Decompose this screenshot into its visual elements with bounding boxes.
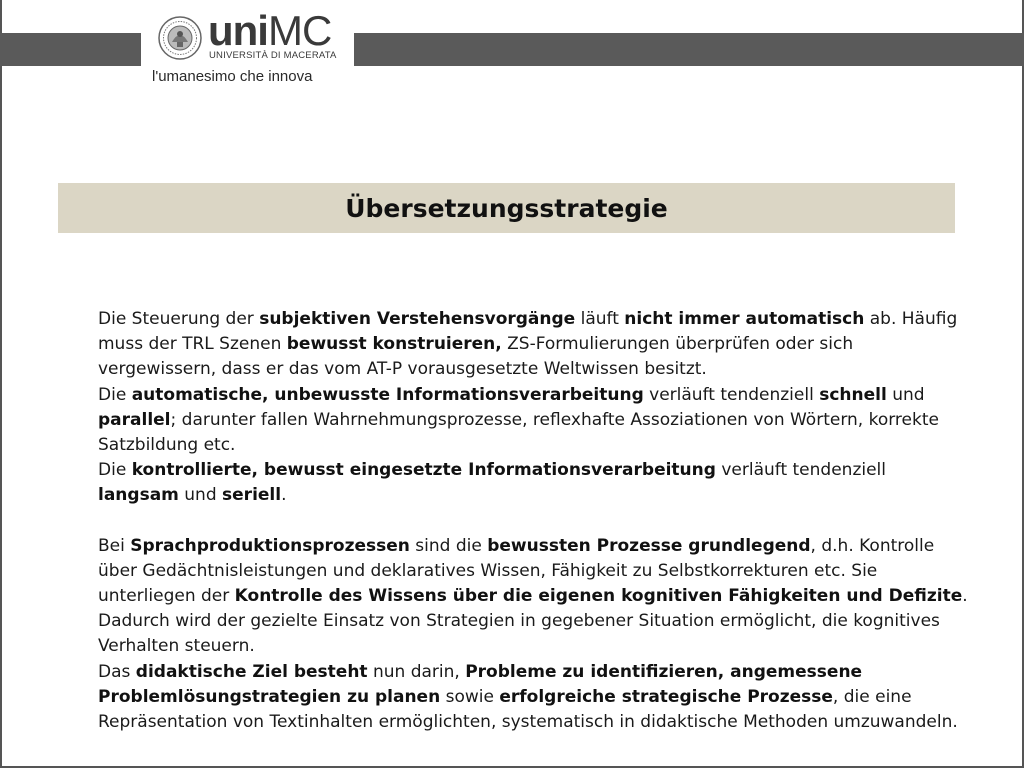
body-text-run: ZS-Formulierungen überprüfen oder sich vergewissern, dass er das vom AT-P vorausgesetzte Weltwissen besitzt.: [98, 334, 854, 380]
emphasized-text: parallel: [98, 409, 171, 430]
emphasized-text: erfolgreiche strategische Prozesse: [499, 686, 833, 707]
body-text-run: und: [886, 384, 925, 405]
body-text-run: , die eine Repräsentation von Textinhalten ermöglichten, systematisch in didaktische Methoden umzuwandeln.: [98, 686, 958, 733]
title-bar: [58, 183, 955, 233]
logo-wordmark-light: MC: [267, 7, 332, 54]
logo-subtitle: UNIVERSITÀ DI MACERATA: [209, 50, 337, 61]
header-band-left: [0, 33, 141, 66]
body-paragraph: [98, 383, 968, 459]
emphasized-text: Probleme zu identifizieren, angemessene Problemlösungstrategien zu planen: [98, 661, 863, 707]
university-seal-icon: [158, 16, 202, 60]
emphasized-text: schnell: [819, 384, 887, 405]
body-text-run: läuft: [575, 309, 625, 329]
slide-border-left: [0, 0, 2, 768]
header-band-right: [354, 33, 1024, 66]
emphasized-text: kontrollierte, bewusst eingesetzte Informationsverarbeitung: [131, 460, 716, 481]
body-text-run: , d.h. Kontrolle über Gedächtnisleistungen und deklaratives Wissen, Fähigkeit zu Selbstkorrekturen etc. Sie unterliegen der: [98, 535, 935, 607]
emphasized-text: subjektiven Verstehensvorgänge: [259, 309, 576, 329]
body-paragraph: [98, 660, 968, 736]
body-text-run: .: [281, 485, 287, 506]
body-text-run: sind die: [409, 535, 488, 556]
university-logo: [146, 6, 348, 96]
body-text-run: sowie: [440, 686, 500, 707]
emphasized-text: seriell: [222, 485, 282, 506]
logo-wordmark: [208, 7, 332, 54]
emphasized-text: Kontrolle des Wissens über die eigenen kognitiven Fähigkeiten und Defizite: [234, 586, 963, 607]
body-text-run: Bei: [98, 535, 131, 556]
emphasized-text: langsam: [98, 485, 179, 506]
emphasized-text: bewussten Prozesse grundlegend: [487, 535, 811, 556]
emphasized-text: automatische, unbewusste Informationsverarbeitung: [131, 384, 644, 405]
body-text-run: ab. Häufig muss der TRL Szenen: [98, 309, 958, 355]
body-text-run: Die: [98, 384, 132, 405]
body-text-run: nun darin,: [367, 661, 466, 682]
body-text-run: verläuft tendenziell: [643, 384, 820, 405]
paragraph-spacer: [98, 509, 968, 534]
slide-title: Übersetzungsstrategie: [345, 193, 668, 223]
emphasized-text: bewusst konstruieren,: [286, 334, 502, 355]
emphasized-text: didaktische Ziel besteht: [135, 661, 368, 682]
body-text-run: Die: [98, 460, 132, 481]
logo-tagline: l'umanesimo che innova: [152, 68, 313, 85]
body-text-run: ; darunter fallen Wahrnehmungsprozesse, reflexhafte Assoziationen von Wörtern, korrekte Satzbildung etc.: [98, 409, 939, 456]
slide-body: [98, 307, 968, 735]
body-paragraph: [98, 534, 968, 660]
body-text-run: verläuft tendenziell: [715, 460, 886, 481]
emphasized-text: Sprachproduktionsprozessen: [130, 535, 410, 556]
emphasized-text: nicht immer automatisch: [624, 309, 865, 329]
body-paragraph: [98, 458, 968, 508]
body-text-run: . Dadurch wird der gezielte Einsatz von Strategien in gegebener Situation ermöglicht, die kognitives Verhalten steuern.: [98, 586, 968, 657]
body-text-run: Die Steuerung der: [98, 309, 260, 329]
body-text-run: Das: [98, 661, 136, 682]
body-paragraph: [98, 307, 968, 383]
logo-wordmark-bold: uni: [208, 7, 268, 54]
body-text-run: und: [178, 485, 223, 506]
